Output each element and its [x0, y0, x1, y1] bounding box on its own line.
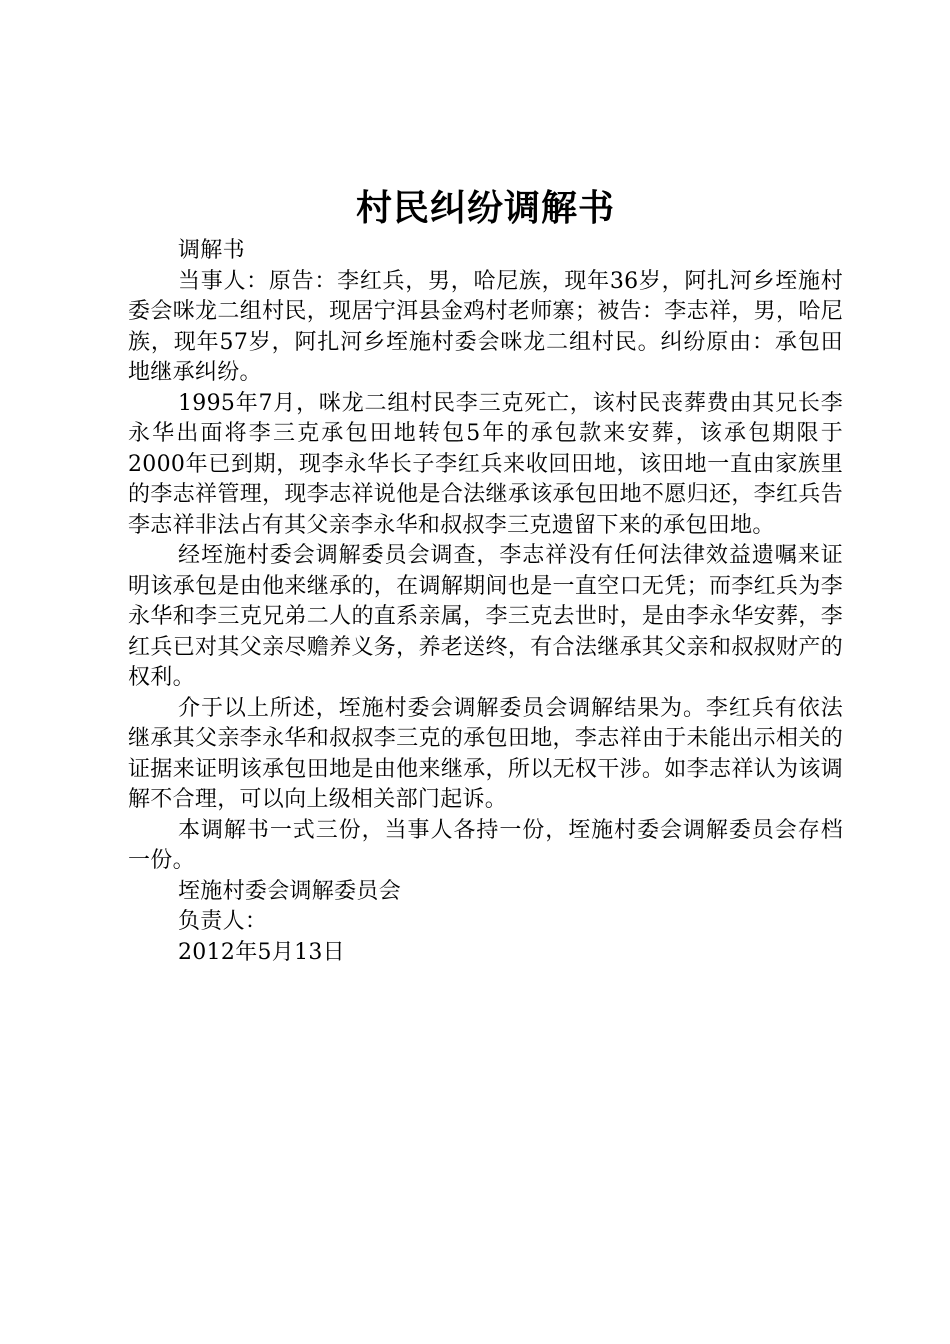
background-paragraph: 1995年7月，咪龙二组村民李三克死亡，该村民丧葬费由其兄长李永华出面将李三克承包田地转包5年的承包款来安葬，该承包期限于2000年已到期，现李永华长子李红兵来收回田地，该田地一直由家族里的李志祥管理，现李志祥说他是合法继承该承包田地不愿归还，李红兵告李志祥非法占有其父亲李永华和叔叔李三克遗留下来的承包田地。 — [128, 390, 843, 538]
committee-signature: 垤施村委会调解委员会 — [178, 878, 402, 904]
responsible-person: 负责人： — [178, 909, 268, 934]
document-page — [128, 180, 843, 968]
parties-paragraph: 当事人：原告：李红兵，男，哈尼族，现年36岁，阿扎河乡垤施村委会咪龙二组村民，现居宁洱县金鸡村老师寨；被告：李志祥，男，哈尼族，现年57岁，阿扎河乡垤施村委会咪龙二组村民。纠纷原由：承包田地继承纠纷。 — [128, 268, 843, 385]
document-date: 2012年5月13日 — [178, 939, 345, 965]
copies-paragraph: 本调解书一式三份，当事人各持一份，垤施村委会调解委员会存档一份。 — [128, 817, 843, 873]
result-paragraph: 介于以上所述，垤施村委会调解委员会调解结果为。李红兵有依法继承其父亲李永华和叔叔李三克的承包田地，李志祥由于未能出示相关的证据来证明该承包田地是由他来继承，所以无权干涉。如李志祥认为该调解不合理，可以向上级相关部门起诉。 — [128, 695, 843, 812]
heading-label: 调解书 — [178, 238, 245, 263]
investigation-paragraph: 经垤施村委会调解委员会调查，李志祥没有任何法律效益遗嘱来证明该承包是由他来继承的，在调解期间也是一直空口无凭；而李红兵为李永华和李三克兄弟二人的直系亲属，李三克去世时，是由李永华安葬，李红兵已对其父亲尽赡养义务，养老送终，有合法继承其父亲和叔叔财产的权利。 — [128, 543, 843, 690]
document-title: 村民纠纷调解书 — [355, 187, 615, 229]
document-body — [128, 236, 843, 968]
